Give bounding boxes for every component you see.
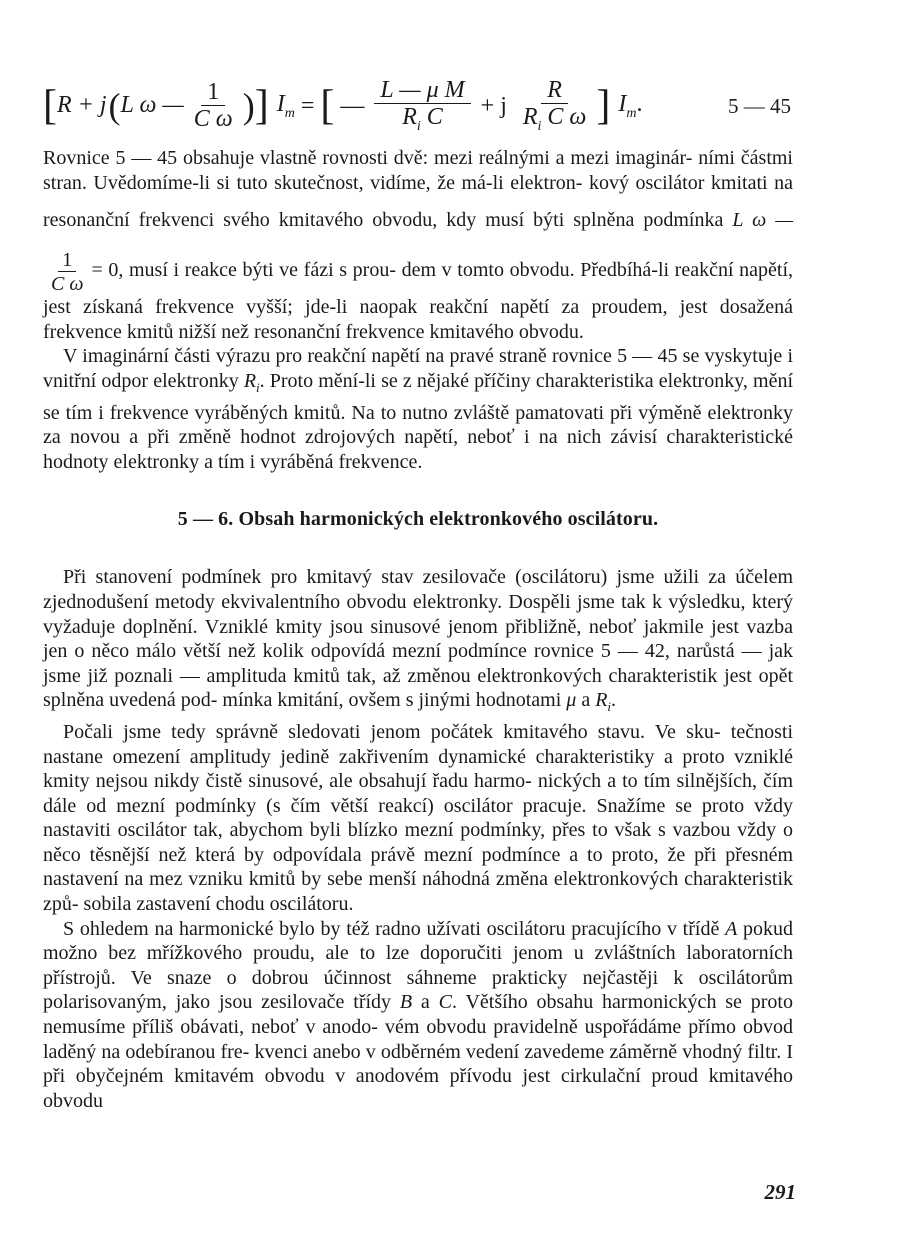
equation-number: 5 — 45: [728, 93, 791, 118]
section-heading: 5 — 6. Obsah harmonických elektronkového oscilátoru.: [177, 508, 659, 531]
equation-lhs: [ R + j ( L ω — $\frac{1}{\text{C ω}}$ ) ] $I_m$: [43, 78, 295, 132]
page-body: [43, 70, 793, 1113]
paragraph-1: Rovnice 5 — 45 obsahuje vlastně rovnosti dvě: mezi reálnými a mezi imaginár- ními částmi stran. Uvědomíme-li si tuto skutečnost, vidíme, že má-li elektron- kový oscilátor kmitati na resonanční frekvenci svého kmitavého obvodu, kdy musí býti splněna podmínka L ω — $\frac{1}{\text{C ω}}$ = 0, musí i reakce býti ve fázi s prou- dem v tomto obvodu. Předbíhá-li reakční napětí, jest získaná frekvence vyšší; jde-li naopak reakční napětí za proudem, jest dosažená frekvence kmitů nižší než resonanční frekvence kmitavého obvodu.: [43, 147, 794, 343]
eq-rhs-Im: $I_m$.: [618, 90, 643, 121]
eq-lhs-L: L ω —: [120, 92, 184, 119]
paragraph-5: S ohledem na harmonické bylo by též radno užívati oscilátoru pracujícího v třídě A pokud možno bez mřížkového proudu, ale to lze doporučiti jenom u zvláštních laboratorních přístrojů. Ve snaze o dobrou účinnost sáhneme prakticky nejčastěji k oscilátorům polarisovaným, jako jsou zesilovače třídy B a C. Většího obsahu harmonických se proto nemusíme příliš obávati, neboť v anodo- vém obvodu pravidelně uspořádáme přímo obvod laděný na odebíranou fre- kvenci anebo v odběrném vedení zavedeme záměrně vhodný filtr. I při obyčejném kmitavém obvodu v anodovém přívodu jest cirkulační proud kmitavého obvodu: [43, 917, 794, 1112]
eq-lhs-fraction: $\frac{1}{\text{C ω}}$: [193, 78, 233, 132]
inline-fraction: $\frac{1}{\text{C ω}}$: [51, 248, 84, 295]
page-number: 291: [764, 1180, 796, 1204]
eq-lhs-Im: $I_m$: [276, 90, 295, 121]
equation-5-45: [ R + j ( L ω — $\frac{1}{\text{C ω}}$ ) ] $I_m$ = [ — $\frac{\text{L — μ M}}{R_i C}$ + j $\frac{R}{R_i C \omega}$ ] $I_m$. 5 — 45: [43, 76, 791, 134]
paragraph-4: Počali jsme tedy správně sledovati jenom počátek kmitavého stavu. Ve sku- tečnosti nastane omezení amplitudy jedině zakřivením dynamické charakteristiky a proto vzniklé kmity nejsou nikdy čistě sinusové, ale obsahují řadu harmo- nických a to tím silnějších, čím dále od mezní podmínky (s čím větší reakcí) oscilátor pracuje. Snažíme se proto vždy nastaviti oscilátor tak, abychom byli blízko mezní podmínky, přes to však s vazbou vždy o něco těsnější než která by odpovídala právě mezní podmínce a to proto, že při přesném nastavení na mez vzniku kmitů by sebe menší náhodná změna elektronkových charakteristik způ- sobila zastavení chodu oscilátoru.: [43, 720, 794, 916]
eq-rhs-fraction-1: $\frac{\text{L — μ M}}{R_i C}$: [374, 78, 470, 134]
eq-rhs-fraction-2: $\frac{R}{R_i C \omega}$: [522, 76, 587, 134]
paragraph-3: Při stanovení podmínek pro kmitavý stav zesilovače (oscilátoru) jsme užili za účelem zjednodušení metody ekvivalentního obvodu elektronky. Dospěli jsme tak k výsledku, který vyžaduje doplnění. Vzniklé kmity jsou sinusové jenom přibližně, neboť jakmile jest vazba jen o něco málo větší než kolik odpovídá mezní podmínce rovnice 5 — 42, narůstá — jak jsme již poznali — amplituda kmitů tak, až změnou elektronkových charakteristik jest opět splněna uvedená pod- mínka kmitání, ovšem s jinými hodnotami μ a $R_i$.: [43, 566, 794, 715]
eq-lhs-prefix: R + j: [57, 92, 107, 119]
eq-plus-j: + j: [480, 92, 507, 119]
eq-equals: =: [300, 92, 315, 119]
paragraph-2: V imaginární části výrazu pro reakční napětí na pravé straně rovnice 5 — 45 se vyskytuje i vnitřní odpor elektronky $R_i$. Proto mění-li se z nějaké příčiny charakteristika elektronky, mění se tím i frekvence vyráběných kmitů. Na to nutno zvláště pamatovati při výměně elektronky za novou a při změně hodnot zdrojových napětí, neboť i na nich závisí charakteristické hodnoty elektronky a tím i vyráběná frekvence.: [43, 345, 794, 473]
